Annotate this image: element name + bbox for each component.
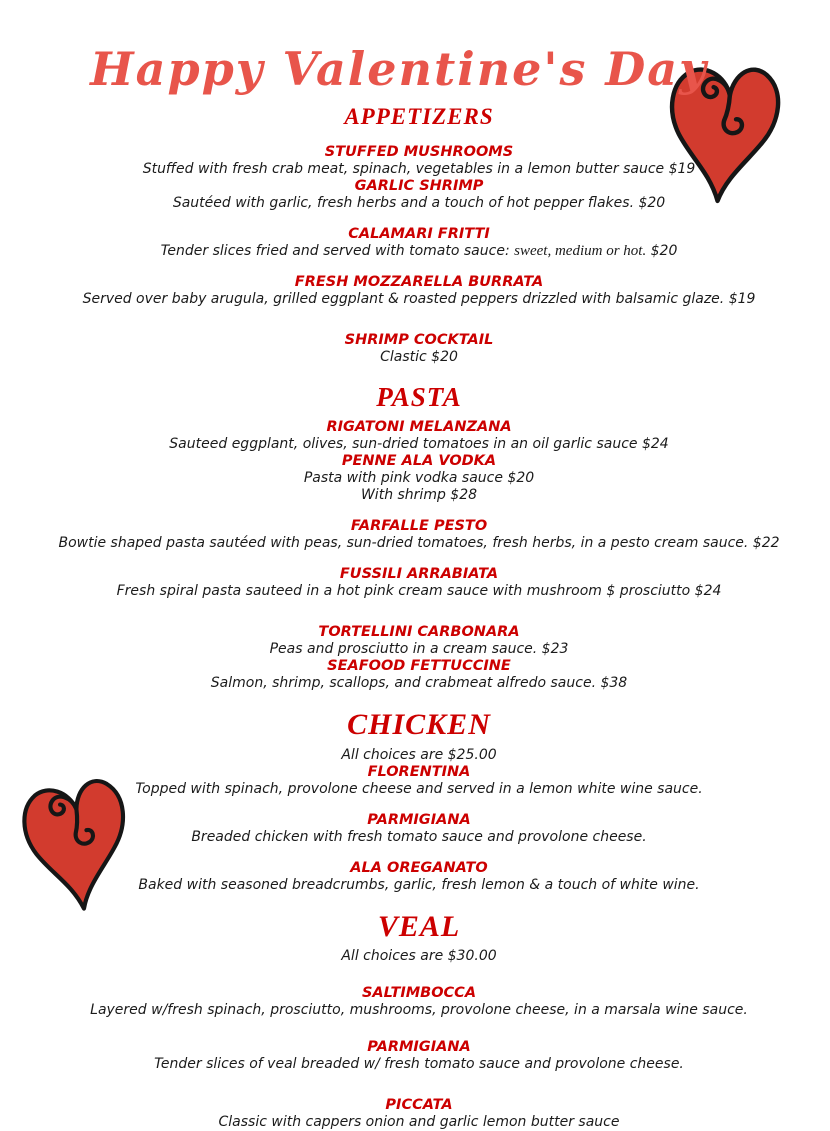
menu-content [38, 40, 800, 1131]
section-note: All choices are $25.00 [341, 746, 497, 763]
menu-item-saltimbocca [38, 985, 800, 1019]
section-heading-chicken: CHICKEN [347, 708, 491, 742]
item-desc: Baked with seasoned breadcrumbs, garlic, fresh lemon & a touch of white wine. [138, 876, 700, 893]
item-name: PARMIGIANA [367, 811, 471, 828]
menu-item-penne-ala-vodka [38, 453, 800, 504]
menu-item-farfalle-pesto [38, 518, 800, 552]
menu-item-shrimp-cocktail [38, 332, 800, 366]
menu-item-piccata [38, 1097, 800, 1131]
section-heading-appetizers: APPETIZERS [344, 104, 494, 129]
item-name: PENNE ALA VODKA [341, 453, 497, 470]
menu-item-seafood-fettuccine [38, 658, 800, 692]
menu-item-ala-oreganato [38, 860, 800, 894]
item-desc-line2: With shrimp $28 [360, 487, 478, 504]
item-desc-part-serif: sweet, medium or hot. [514, 243, 647, 260]
menu-item-stuffed-mushrooms [38, 144, 800, 178]
item-desc: Clastic $20 [380, 349, 458, 366]
item-desc [38, 243, 800, 260]
item-desc: Fresh spiral pasta sauteed in a hot pink cream sauce with mushroom $ prosciutto $24 [116, 583, 722, 600]
item-name: TORTELLINI CARBONARA [318, 624, 520, 641]
item-name: FUSSILI ARRABIATA [339, 566, 499, 583]
menu-item-chicken-parmigiana [38, 812, 800, 846]
menu-item-tortellini-carbonara [38, 624, 800, 658]
item-name: FRESH MOZZARELLA BURRATA [294, 274, 544, 291]
menu-item-garlic-shrimp [38, 178, 800, 212]
item-desc: Topped with spinach, provolone cheese and served in a lemon white wine sauce. [135, 780, 703, 797]
item-desc-part: Tender slices fried and served with tomato sauce: [160, 243, 515, 260]
item-name: PARMIGIANA [367, 1039, 471, 1056]
item-name: CALAMARI FRITTI [348, 226, 490, 243]
section-note: All choices are $30.00 [341, 948, 497, 965]
menu-item-florentina [38, 764, 800, 798]
item-desc: Classic with cappers onion and garlic lemon butter sauce [218, 1114, 620, 1131]
section-heading-pasta: PASTA [376, 382, 462, 413]
menu-item-veal-parmigiana [38, 1039, 800, 1073]
item-desc: Salmon, shrimp, scallops, and crabmeat alfredo sauce. $38 [210, 675, 628, 692]
item-desc: Sauteed eggplant, olives, sun-dried tomatoes in an oil garlic sauce $24 [169, 436, 669, 453]
menu-item-rigatoni-melanzana [38, 419, 800, 453]
item-desc: Layered w/fresh spinach, prosciutto, mushrooms, provolone cheese, in a marsala wine sauce. [90, 1002, 748, 1019]
item-desc: Sautéed with garlic, fresh herbs and a touch of hot pepper flakes. $20 [172, 195, 666, 212]
item-desc: Peas and prosciutto in a cream sauce. $23 [269, 641, 569, 658]
item-desc-part: $20 [646, 243, 678, 260]
item-name: ALA OREGANATO [350, 859, 488, 876]
item-name: STUFFED MUSHROOMS [324, 144, 514, 161]
menu-item-fresh-mozzarella-burrata [38, 274, 800, 308]
item-name: SEAFOOD FETTUCCINE [327, 658, 511, 675]
item-name: FARFALLE PESTO [350, 518, 488, 535]
item-desc: Served over baby arugula, grilled eggplant & roasted peppers drizzled with balsamic glaze. $19 [82, 291, 756, 308]
item-name: SALTIMBOCCA [361, 985, 477, 1002]
item-desc: Tender slices of veal breaded w/ fresh tomato sauce and provolone cheese. [154, 1056, 684, 1073]
item-desc: Stuffed with fresh crab meat, spinach, vegetables in a lemon butter sauce $19 [142, 161, 696, 178]
item-name: GARLIC SHRIMP [354, 178, 484, 195]
item-name: SHRIMP COCKTAIL [344, 332, 494, 349]
item-name: PICCATA [385, 1097, 453, 1114]
section-heading-veal: VEAL [377, 909, 461, 943]
menu-item-fussili-arrabiata [38, 566, 800, 600]
item-name: RIGATONI MELANZANA [326, 419, 512, 436]
item-name: FLORENTINA [367, 763, 471, 780]
item-desc: Pasta with pink vodka sauce $20 [303, 470, 535, 487]
menu-item-calamari-fritti [38, 226, 800, 260]
page-title: Happy Valentine's Day [90, 42, 708, 96]
item-desc: Bowtie shaped pasta sautéed with peas, sun-dried tomatoes, fresh herbs, in a pesto cream sauce. $22 [58, 535, 780, 552]
item-desc: Breaded chicken with fresh tomato sauce and provolone cheese. [191, 828, 647, 845]
